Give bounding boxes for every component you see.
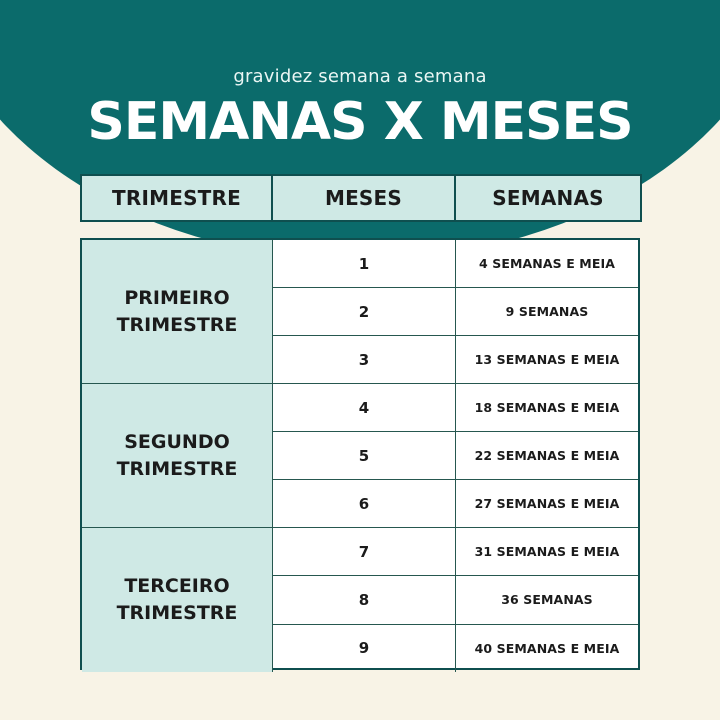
month-cell: 5 bbox=[273, 432, 456, 479]
trimester-label: SEGUNDO TRIMESTRE bbox=[82, 384, 273, 527]
weeks-cell: 4 SEMANAS E MEIA bbox=[479, 256, 615, 271]
weeks-cell: 27 SEMANAS E MEIA bbox=[474, 496, 620, 511]
month-cell: 3 bbox=[273, 336, 456, 383]
weeks-cell: 40 SEMANAS E MEIA bbox=[474, 640, 620, 656]
weeks-cell: 31 SEMANAS E MEIA bbox=[474, 544, 620, 560]
month-cell: 9 bbox=[273, 625, 456, 672]
table-row bbox=[273, 528, 638, 576]
trimester-group bbox=[82, 528, 638, 672]
trimester-rows bbox=[273, 384, 638, 527]
table-row bbox=[273, 480, 638, 527]
trimester-rows bbox=[273, 528, 638, 672]
weeks-cell: 9 SEMANAS bbox=[505, 304, 589, 319]
month-cell: 6 bbox=[273, 480, 456, 527]
table-row bbox=[273, 384, 638, 432]
trimester-label: TERCEIRO TRIMESTRE bbox=[82, 528, 273, 672]
weeks-cell: 22 SEMANAS E MEIA bbox=[474, 448, 620, 463]
month-cell: 7 bbox=[273, 528, 456, 575]
weeks-cell: 18 SEMANAS E MEIA bbox=[474, 400, 620, 415]
table-row bbox=[273, 576, 638, 624]
header-semanas: SEMANAS bbox=[492, 186, 604, 210]
table-header bbox=[80, 174, 642, 222]
trimester-label: PRIMEIRO TRIMESTRE bbox=[82, 240, 273, 383]
table-row bbox=[273, 432, 638, 480]
weeks-cell: 36 SEMANAS bbox=[501, 592, 593, 608]
table-row bbox=[273, 625, 638, 672]
page-title: SEMANAS X MESES bbox=[87, 92, 633, 152]
trimester-group bbox=[82, 240, 638, 384]
weeks-months-table bbox=[80, 238, 640, 670]
subtitle: gravidez semana a semana bbox=[233, 66, 487, 87]
trimester-rows bbox=[273, 240, 638, 383]
table-row bbox=[273, 288, 638, 336]
month-cell: 4 bbox=[273, 384, 456, 431]
table-row bbox=[273, 240, 638, 288]
header-meses: MESES bbox=[273, 176, 456, 220]
trimester-group bbox=[82, 384, 638, 528]
month-cell: 8 bbox=[273, 576, 456, 623]
weeks-cell: 13 SEMANAS E MEIA bbox=[474, 352, 620, 367]
table-row bbox=[273, 336, 638, 383]
month-cell: 2 bbox=[273, 288, 456, 335]
header-trimestre: TRIMESTRE bbox=[82, 176, 273, 220]
month-cell: 1 bbox=[273, 240, 456, 287]
